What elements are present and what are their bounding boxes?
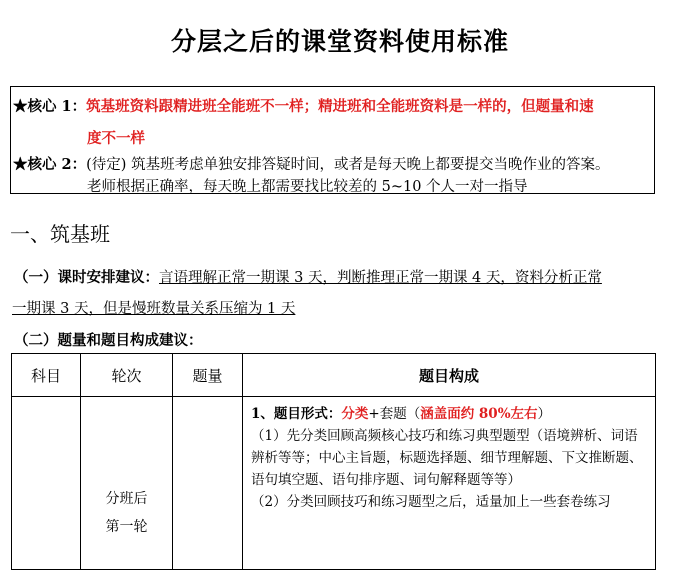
core-1-line-1	[13, 95, 594, 116]
core-2-line-1	[13, 153, 610, 174]
composition-p1-line-1: （1）先分类回顾高频核心技巧和练习典型题型（语境辨析、词语	[251, 428, 638, 444]
round-line-2: 第一轮	[105, 518, 148, 535]
composition-table	[11, 353, 656, 570]
core-2-line-2	[87, 175, 528, 196]
class-hours-line-2	[12, 297, 295, 318]
cell-round	[81, 397, 173, 570]
composition-item-1	[251, 403, 647, 425]
composition-p1-line-2: 辨析等等；中心主旨题，标题选择题、细节理解题、下文推断题、	[251, 450, 643, 466]
class-hours-label: （一）课时安排建议：	[14, 270, 159, 286]
core-1-line-2	[87, 127, 145, 148]
table-header-row	[12, 354, 656, 397]
core-1-text: 筑基班资料跟精进班全能班不一样；精进班和全能班资料是一样的，但题量和速	[86, 98, 594, 115]
item1-plus: +套题（	[368, 406, 421, 422]
question-suggestion-heading	[14, 329, 203, 350]
cell-composition	[243, 397, 656, 570]
core-2-label: ★核心 2：	[13, 156, 87, 173]
item1-label: 1、题目形式：	[251, 406, 342, 422]
table-row	[12, 397, 656, 570]
header-quantity: 题量	[173, 354, 243, 397]
item1-end: ）	[537, 406, 552, 422]
class-hours-text-cont: 一期课 3 天，但是慢班数量关系压缩为 1 天	[12, 301, 296, 317]
header-composition: 题目构成	[243, 354, 656, 397]
cell-quantity	[173, 397, 243, 570]
header-subject: 科目	[12, 354, 81, 397]
header-round: 轮次	[81, 354, 173, 397]
item1-red-category: 分类	[341, 406, 369, 422]
core-2-text: (待定) 筑基班考虑单独安排答疑时间，或者是每天晚上都要提交当晚作业的答案。	[86, 157, 610, 173]
question-suggestion-label: （二）题量和题目构成建议：	[14, 333, 203, 349]
core-1-text-cont: 度不一样	[87, 130, 145, 147]
composition-p1-line-3: 语句填空题、语句排序题、词句解释题等等）	[251, 472, 521, 488]
section-heading-foundation: 一、筑基班	[10, 222, 110, 246]
class-hours-line-1	[14, 266, 602, 287]
class-hours-text: 言语理解正常一期课 3 天，判断推理正常一期课 4 天，资料分析正常	[159, 270, 602, 286]
page-title: 分层之后的课堂资料使用标准	[170, 27, 509, 56]
core-1-label: ★核心 1：	[13, 98, 87, 115]
round-line-1: 分班后	[105, 490, 148, 507]
item1-red-coverage: 涵盖面约 80%左右	[420, 406, 538, 422]
core-points-box	[10, 86, 655, 194]
core-2-text-cont: 老师根据正确率，每天晚上都需要找比较差的 5~10 个人一对一指导	[87, 179, 528, 195]
cell-subject	[12, 397, 81, 570]
composition-p2-line-1: （2）分类回顾技巧和练习题型之后，适量加上一些套卷练习	[251, 494, 611, 510]
